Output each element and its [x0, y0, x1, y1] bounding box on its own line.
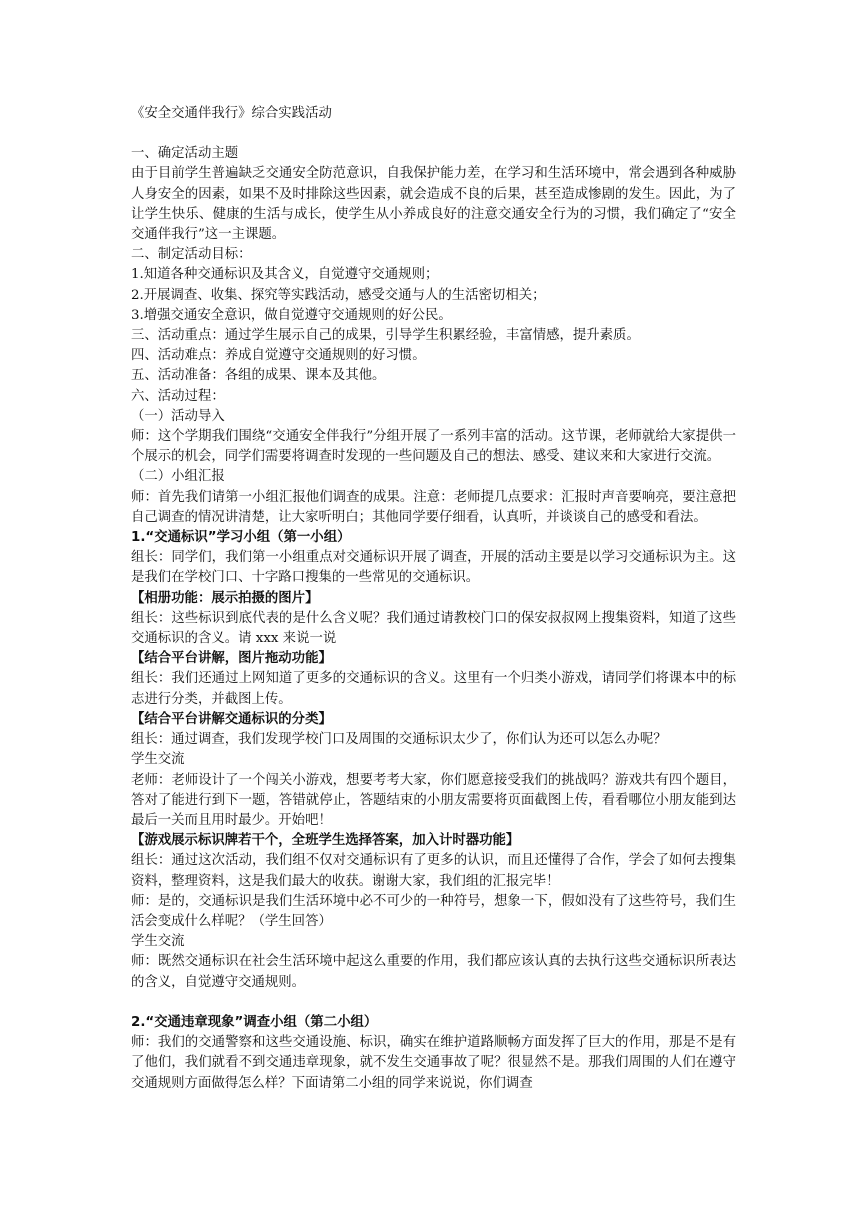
- function-note: 【结合平台讲解，图片拖动功能】: [131, 651, 332, 667]
- section-heading: 五、活动准备：各组的成果、课本及其他。: [131, 368, 386, 384]
- paragraph: 师：首先我们请第一小组汇报他们调查的成果。注意：老师提几点要求：汇报时声音要响亮，要注意把自己调查的情况讲清楚，让大家听明白；其他同学要仔细看，认真听，并谈谈自己的感受和看法。: [131, 489, 736, 525]
- section-heading: 六、活动过程：: [131, 388, 225, 404]
- paragraph: 老师：老师设计了一个闯关小游戏，想要考考大家，你们愿意接受我们的挑战吗？游戏共有四个题目，答对了能进行到下一题，答错就停止，答题结束的小朋友需要将页面截图上传，看看哪位小朋友能到达最后一关而且用时最少。开始吧！: [131, 772, 736, 828]
- paragraph: 师：既然交通标识在社会生活环境中起这么重要的作用，我们都应该认真的去执行这些交通标识所表达的含义，自觉遵守交通规则。: [131, 954, 736, 990]
- list-item: 3.增强交通安全意识，做自觉遵守交通规则的好公民。: [131, 307, 452, 323]
- section-heading: 四、活动难点：养成自觉遵守交通规则的好习惯。: [131, 348, 426, 364]
- function-note: 【相册功能：展示拍摄的图片】: [131, 590, 319, 606]
- paragraph: 组长：通过这次活动，我们组不仅对交通标识有了更多的认识，而且还懂得了合作，学会了如何去搜集资料，整理资料，这是我们最大的收获。谢谢大家，我们组的汇报完毕！: [131, 853, 736, 889]
- paragraph: 师：我们的交通警察和这些交通设施、标识，确实在维护道路顺畅方面发挥了巨大的作用，那是不是有了他们，我们就看不到交通违章现象，就不发生交通事故了呢？很显然不是。那我们周围的人们在遵守交通规则方面做得怎么样？下面请第二小组的同学来说说，你们调查: [131, 1035, 736, 1091]
- group-heading: 2.“交通违章现象”调查小组（第二小组）: [131, 1014, 378, 1030]
- section-heading: 二、制定活动目标：: [131, 247, 252, 263]
- subsection-heading: （二）小组汇报: [131, 469, 225, 485]
- paragraph: 学生交流: [131, 934, 185, 950]
- paragraph: 师：这个学期我们围绕“交通安全伴我行”分组开展了一系列丰富的活动。这节课，老师就给大家提供一个展示的机会，同学们需要将调查时发现的一些问题及自己的想法、感受、建议来和大家进行交流。: [131, 429, 736, 465]
- paragraph: 组长：我们还通过上网知道了更多的交通标识的含义。这里有一个归类小游戏，请同学们将课本中的标志进行分类，并截图上传。: [131, 671, 736, 707]
- section-heading: 三、活动重点：通过学生展示自己的成果，引导学生积累经验，丰富情感，提升素质。: [131, 328, 640, 344]
- paragraph: 组长：这些标识到底代表的是什么含义呢？我们通过请教校门口的保安叔叔网上搜集资料，知道了这些交通标识的含义。请 xxx 来说一说: [131, 610, 736, 647]
- paragraph: 师：是的，交通标识是我们生活环境中必不可少的一种符号，想象一下，假如没有了这些符号，我们生活会变成什么样呢？（学生回答）: [131, 893, 736, 929]
- group-heading: 1.“交通标识”学习小组（第一小组）: [131, 530, 351, 546]
- paragraph: 组长：通过调查，我们发现学校门口及周围的交通标识太少了，你们认为还可以怎么办呢？: [131, 732, 667, 748]
- paragraph: 由于目前学生普遍缺乏交通安全防范意识，自我保护能力差，在学习和生活环境中，常会遇到各种威胁人身安全的因素，如果不及时排除这些因素，就会造成不良的后果，甚至造成惨剧的发生。因此，为了让学生快乐、健康的生活与成长，使学生从小养成良好的注意交通安全行为的习惯，我们确定了“安全交通伴我行”这一主课题。: [131, 166, 736, 243]
- paragraph: 学生交流: [131, 752, 185, 768]
- document-body: [131, 104, 736, 1094]
- list-item: 1.知道各种交通标识及其含义，自觉遵守交通规则；: [131, 267, 439, 283]
- document-title: 《安全交通伴我行》综合实践活动: [131, 106, 332, 121]
- blank-line: [131, 993, 736, 1013]
- list-item: 2.开展调查、收集、探究等实践活动，感受交通与人的生活密切相关；: [131, 287, 546, 303]
- subsection-heading: （一）活动导入: [131, 408, 225, 424]
- paragraph: 组长：同学们，我们第一小组重点对交通标识开展了调查，开展的活动主要是以学习交通标识为主。这是我们在学校门口、十字路口搜集的一些常见的交通标识。: [131, 550, 736, 586]
- function-note: 【结合平台讲解交通标识的分类】: [131, 711, 332, 727]
- function-note: 【游戏展示标识牌若干个，全班学生选择答案，加入计时器功能】: [131, 833, 520, 849]
- section-heading: 一、确定活动主题: [131, 146, 239, 162]
